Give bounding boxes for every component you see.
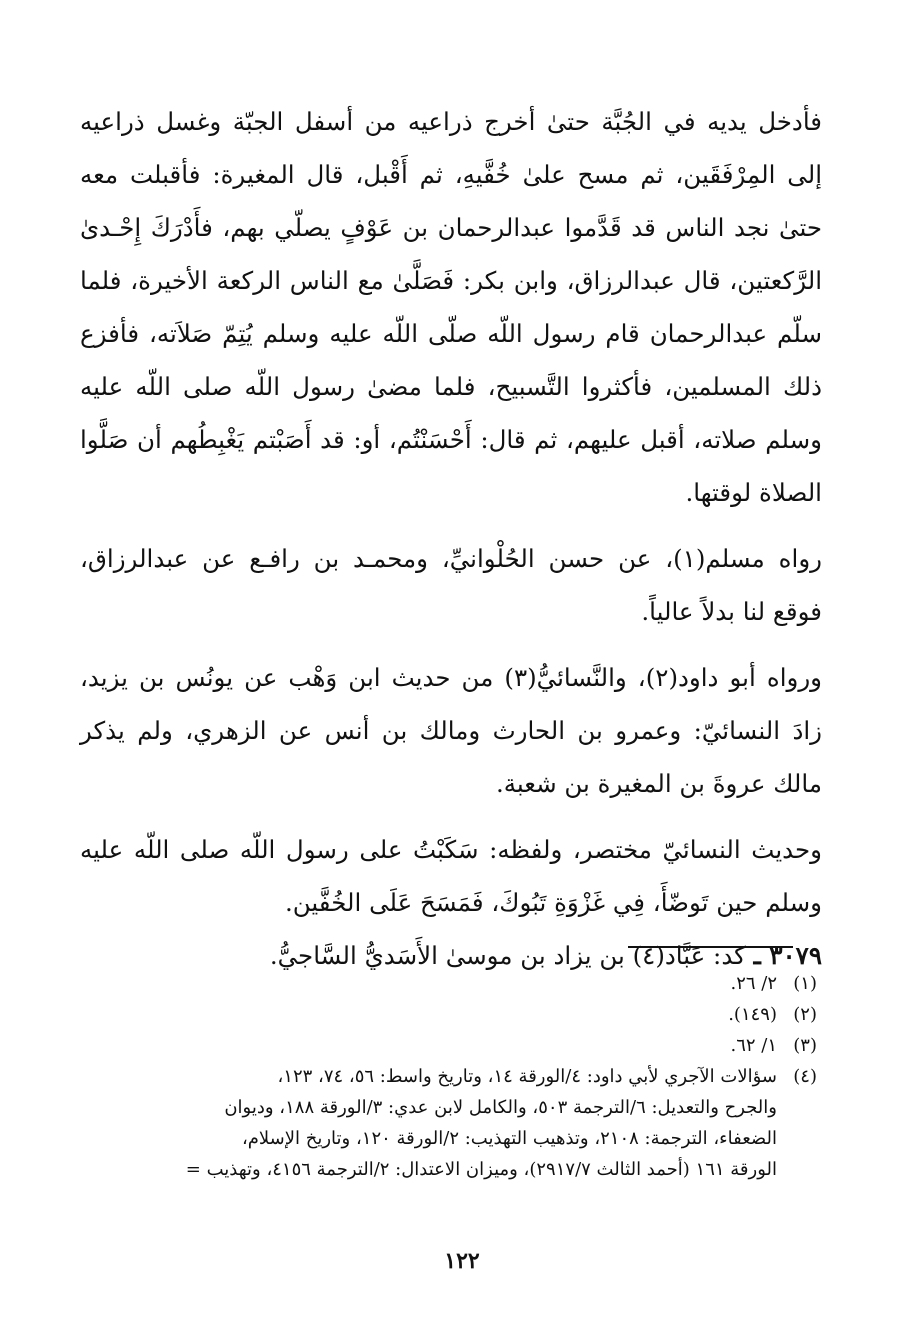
footnotes xyxy=(95,968,817,1185)
paragraph-hadith-text: فأدخل يديه في الجُبَّة حتىٰ أخرج ذراعيه من أسفل الجبّة وغسل ذراعيه إلى المِرْفَقَين، ثم مسح علىٰ خُفَّيهِ، ثم أَقْبل، قال المغيرة: فأقبلت معه حتىٰ نجد الناس قد قَدَّموا عبدالرحمان بن عَوْفٍ يصلّي بهم، فأَدْرَكَ إِحْـدىٰ الرَّكعتين، قال عبدالرزاق، وابن بكر: فَصَلَّىٰ مع الناس الركعة الأخيرة، فلما سلّم عبدالرحمان قام رسول اللّه صلّى اللّه عليه وسلم يُتِمّ صَلاَته، فأفزع ذلك المسلمين، فأكثروا التَّسبيح، فلما مضىٰ رسول اللّه صلى اللّه عليه وسلم صلاته، أقبل عليهم، ثم قال: أَحْسَنْتُم، أو: قد أَصَبْتم يَغْبِطُهم أن صَلَّوا الصلاة لوقتها. xyxy=(80,107,822,507)
main-text xyxy=(80,95,822,982)
footnote-number: (٢) xyxy=(793,1004,817,1025)
footnote-4-line-4: الورقة ١٦١ (أحمد الثالث ٢٩١٧/٧)، وميزان الاعتدال: ٢/الترجمة ٤١٥٦، وتهذيب = xyxy=(185,1159,777,1180)
footnote-divider xyxy=(628,946,793,948)
footnote-1 xyxy=(95,968,817,999)
page-number: ١٢٢ xyxy=(444,1248,480,1274)
footnote-4-line-3: الضعفاء، الترجمة: ٢١٠٨، وتذهيب التهذيب: ٢/الورقة ١٢٠، وتاريخ الإسلام، xyxy=(241,1128,777,1149)
paragraph-muslim-narration: رواه مسلم(١)، عن حسن الحُلْوانيِّ، ومحمـد بن رافـع عن عبدالرزاق، فوقع لنا بدلاً عالياً. xyxy=(80,544,822,626)
footnote-number: (٤) xyxy=(793,1066,817,1087)
footnote-number: (٣) xyxy=(793,1035,817,1056)
footnote-text: (١٤٩). xyxy=(728,1004,777,1025)
footnote-2 xyxy=(95,999,817,1030)
paragraph-nasai-wording: وحديث النسائيّ مختصر، ولفظه: سَكَبْتُ على رسول اللّه صلى اللّه عليه وسلم حين تَوضّأَ، فِي غَزْوَةِ تَبُوكَ، فَمَسَحَ عَلَى الخُفَّين. xyxy=(80,835,822,917)
footnote-text: سؤالات الآجري لأبي داود: ٤/الورقة ١٤، وتاريخ واسط: ٥٦، ٧٤، ١٢٣، xyxy=(277,1066,777,1087)
footnote-4-line-2: والجرح والتعديل: ٦/الترجمة ٥٠٣، والكامل لابن عدي: ٣/الورقة ١٨٨، وديوان xyxy=(224,1097,777,1118)
footnote-4 xyxy=(95,1061,817,1092)
entry-number: ٣٠٧٩ ـ xyxy=(753,941,822,970)
footnote-number: (١) xyxy=(793,973,817,994)
paragraph-abu-dawud-narration: ورواه أبو داود(٢)، والنَّسائيُّ(٣) من حديث ابن وَهْب عن يونُس بن يزيد، زادَ النسائيّ: وعمرو بن الحارث ومالك بن أنس عن الزهري، ولم يذكر مالك عروةَ بن المغيرة بن شعبة. xyxy=(80,663,822,798)
footnote-3 xyxy=(95,1030,817,1061)
footnote-text: ١/ ٦٢. xyxy=(730,1035,777,1056)
entry-text: كد: عَبَّاد(٤) بن يزاد بن موسىٰ الأَسَديُّ السَّاجيُّ. xyxy=(269,941,746,970)
footnote-text: ٢/ ٢٦. xyxy=(730,973,777,994)
